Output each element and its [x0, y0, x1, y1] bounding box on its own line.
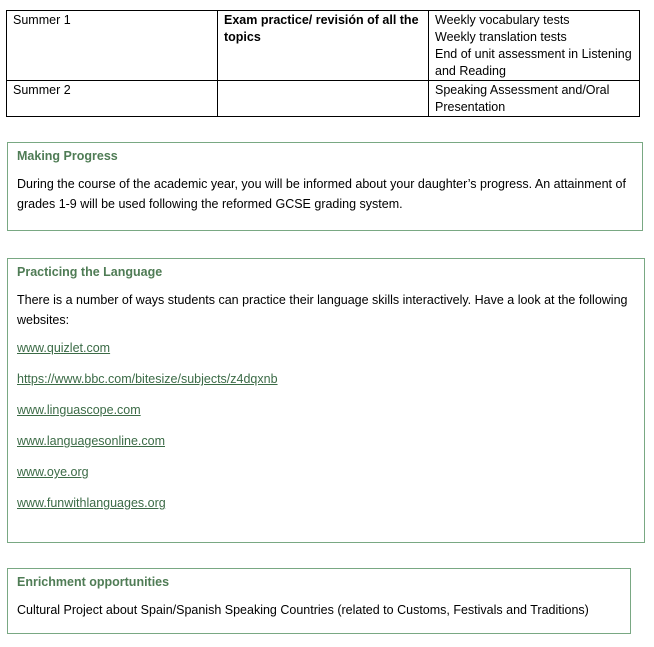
- link-oye[interactable]: www.oye.org: [17, 465, 89, 479]
- assessment-line: End of unit assessment in Listening: [435, 47, 632, 61]
- assessment-line: Weekly vocabulary tests: [435, 13, 570, 27]
- link-languagesonline[interactable]: www.languagesonline.com: [17, 434, 166, 448]
- assessment-cell: [429, 81, 640, 117]
- practicing-title: Practicing the Language: [17, 265, 163, 279]
- assessment-table: [6, 10, 640, 117]
- assessment-line: Speaking Assessment and/Oral: [435, 83, 610, 97]
- enrichment-title: Enrichment opportunities: [17, 575, 170, 589]
- practicing-box: [7, 258, 645, 543]
- making-progress-title: Making Progress: [17, 149, 118, 163]
- table-row: [7, 81, 640, 117]
- making-progress-text: During the course of the academic year, you will be informed about your daughter’s progress. An attainment of grades 1-9 will be used following the reformed GCSE grading system.: [17, 177, 626, 211]
- website-list: [17, 339, 635, 512]
- link-bbc-bitesize[interactable]: https://www.bbc.com/bitesize/subjects/z4dqxnb: [17, 372, 278, 386]
- making-progress-box: [7, 142, 643, 231]
- term-cell: Summer 1: [7, 11, 218, 81]
- assessment-cell: [429, 11, 640, 81]
- assessment-line: Weekly translation tests: [435, 30, 567, 44]
- link-quizlet[interactable]: www.quizlet.com: [17, 341, 111, 355]
- enrichment-text: Cultural Project about Spain/Spanish Speaking Countries (related to Customs, Festivals and Traditions): [17, 603, 589, 617]
- term-cell: Summer 2: [7, 81, 218, 117]
- assessment-line: and Reading: [435, 64, 506, 78]
- enrichment-box: [7, 568, 631, 634]
- practicing-text: There is a number of ways students can practice their language skills interactively. Have a look at the following websites:: [17, 293, 628, 327]
- focus-cell: [218, 81, 429, 117]
- link-linguascope[interactable]: www.linguascope.com: [17, 403, 141, 417]
- link-funwithlanguages[interactable]: www.funwithlanguages.org: [17, 496, 166, 510]
- table-row: [7, 11, 640, 81]
- focus-cell: Exam practice/ revisión of all the topics: [218, 11, 429, 81]
- assessment-line: Presentation: [435, 100, 506, 114]
